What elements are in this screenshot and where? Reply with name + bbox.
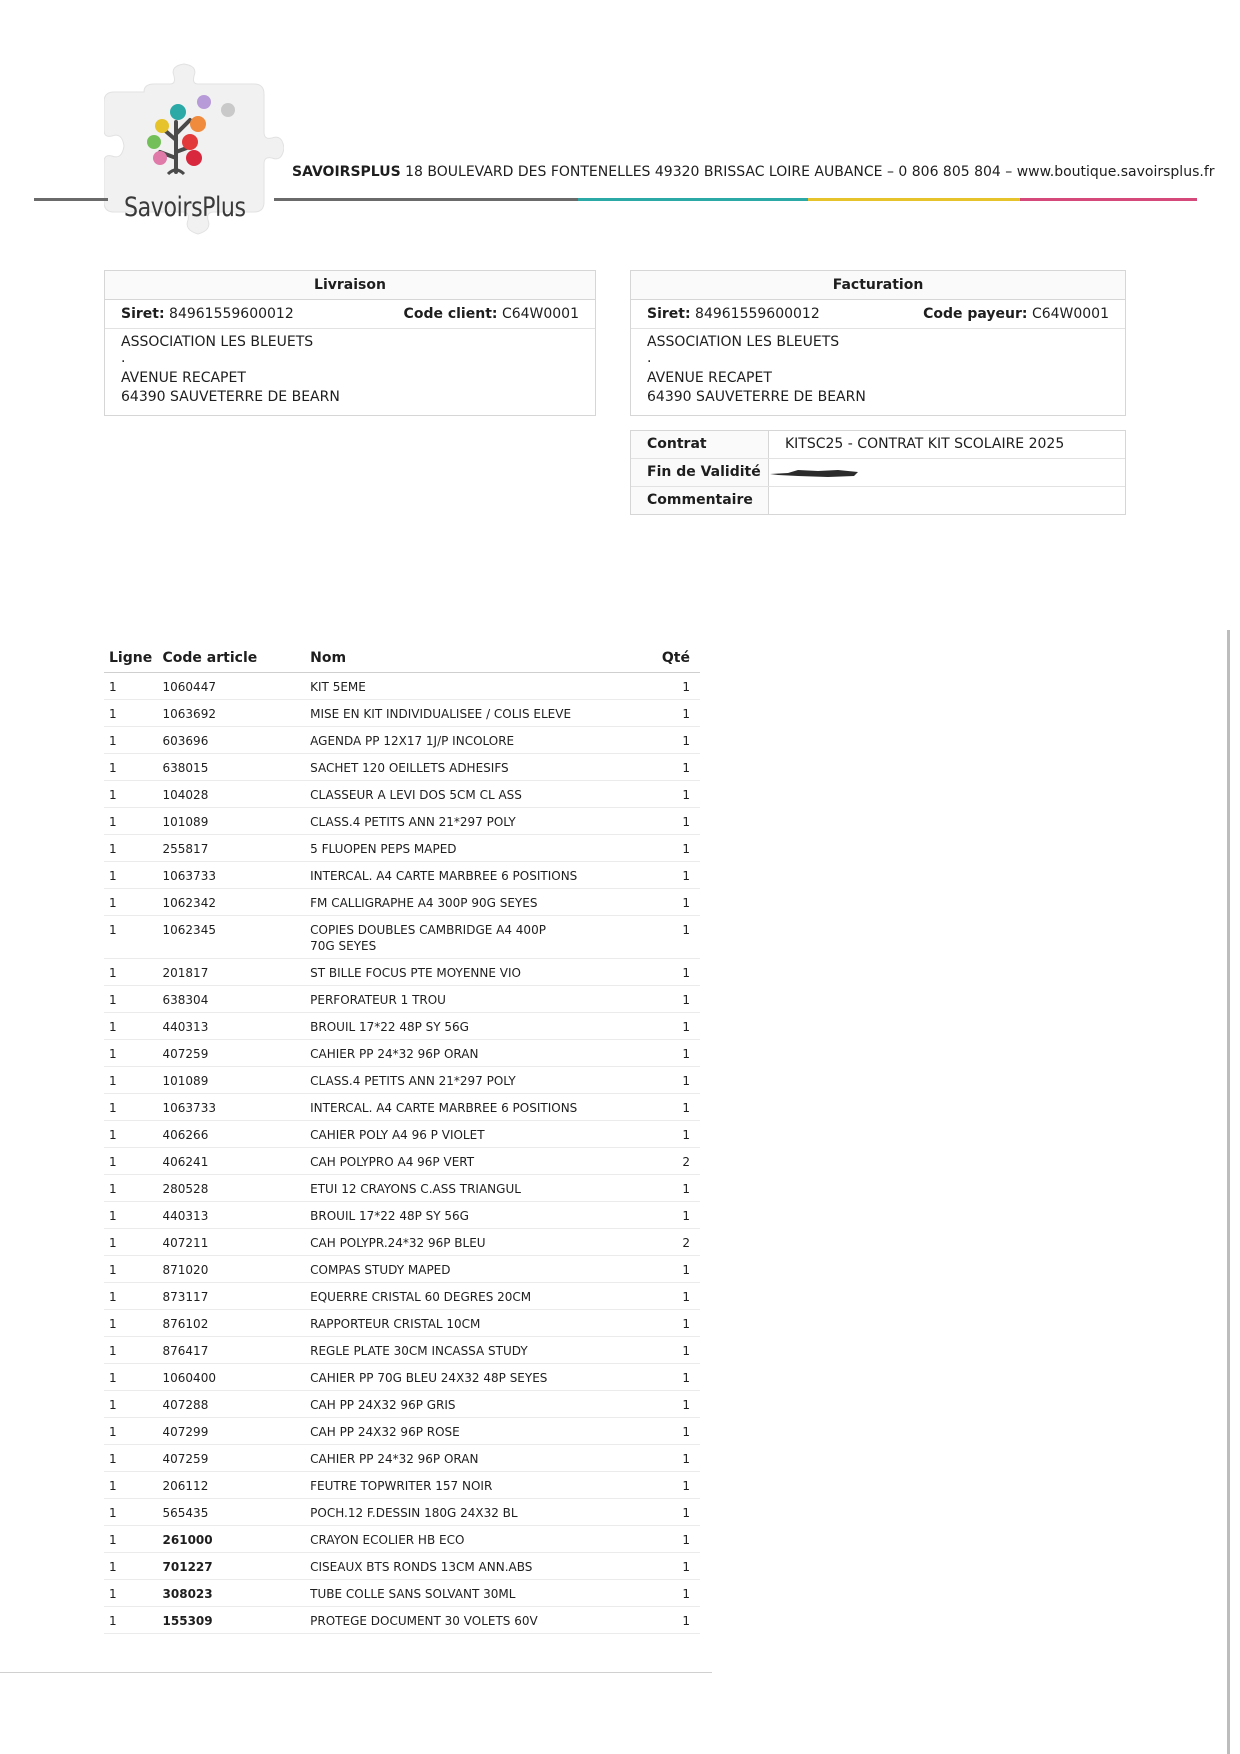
cell-ligne: 1 — [104, 1175, 163, 1202]
cell-code-article: 638304 — [163, 986, 311, 1013]
cell-code-article: 1063733 — [163, 862, 311, 889]
table-row — [104, 1337, 700, 1364]
table-row — [104, 1175, 700, 1202]
cell-qte: 1 — [631, 1553, 700, 1580]
company-header — [292, 164, 1215, 180]
cell-qte: 1 — [631, 889, 700, 916]
cell-nom: PERFORATEUR 1 TROU — [310, 986, 631, 1013]
cell-qte: 1 — [631, 1310, 700, 1337]
header-rule-gray-left — [34, 198, 108, 201]
cell-code-article: 155309 — [163, 1607, 311, 1634]
logo-wordmark: SavoirsPlus — [124, 192, 246, 223]
cell-ligne: 1 — [104, 1364, 163, 1391]
page-edge-shadow — [1227, 630, 1230, 1754]
cell-nom: MISE EN KIT INDIVIDUALISEE / COLIS ELEVE — [310, 700, 631, 727]
cell-ligne: 1 — [104, 1040, 163, 1067]
cell-nom: RAPPORTEUR CRISTAL 10CM — [310, 1310, 631, 1337]
cell-code-article: 407288 — [163, 1391, 311, 1418]
cell-code-article: 201817 — [163, 959, 311, 986]
livraison-code: C64W0001 — [501, 306, 579, 322]
cell-code-article: 876417 — [163, 1337, 311, 1364]
company-name: SAVOIRSPLUS — [292, 164, 401, 180]
table-row — [104, 1148, 700, 1175]
cell-code-article: 206112 — [163, 1472, 311, 1499]
company-address: 18 BOULEVARD DES FONTENELLES 49320 BRISSAC LOIRE AUBANCE – 0 806 805 804 – www.boutique.savoirsplus.fr — [405, 164, 1215, 180]
cell-code-article: 407299 — [163, 1418, 311, 1445]
contract-box — [630, 430, 1126, 515]
cell-nom: COMPAS STUDY MAPED — [310, 1256, 631, 1283]
cell-qte: 1 — [631, 1499, 700, 1526]
cell-ligne: 1 — [104, 1553, 163, 1580]
cell-ligne: 1 — [104, 727, 163, 754]
cell-ligne: 1 — [104, 1580, 163, 1607]
facturation-street: AVENUE RECAPET — [647, 370, 772, 386]
table-row — [104, 1013, 700, 1040]
table-row — [104, 1310, 700, 1337]
cell-ligne: 1 — [104, 1202, 163, 1229]
cell-nom: ETUI 12 CRAYONS C.ASS TRIANGUL — [310, 1175, 631, 1202]
cell-qte: 1 — [631, 1445, 700, 1472]
cell-nom: BROUIL 17*22 48P SY 56G — [310, 1202, 631, 1229]
cell-qte: 1 — [631, 1391, 700, 1418]
contract-row-contrat — [631, 431, 1125, 459]
cell-qte: 1 — [631, 1580, 700, 1607]
table-row — [104, 835, 700, 862]
validite-label: Fin de Validité — [631, 459, 769, 486]
cell-ligne: 1 — [104, 1607, 163, 1634]
cell-ligne: 1 — [104, 986, 163, 1013]
cell-ligne: 1 — [104, 1148, 163, 1175]
items-body — [104, 673, 700, 1634]
livraison-dot: . — [121, 350, 126, 366]
facturation-name: ASSOCIATION LES BLEUETS — [647, 334, 840, 350]
cell-nom: COPIES DOUBLES CAMBRIDGE A4 400P 70G SEYES — [310, 916, 631, 959]
cell-nom: AGENDA PP 12X17 1J/P INCOLORE — [310, 727, 631, 754]
cell-code-article: 407259 — [163, 1040, 311, 1067]
cell-qte: 1 — [631, 1256, 700, 1283]
cell-ligne: 1 — [104, 1526, 163, 1553]
cell-qte: 1 — [631, 1472, 700, 1499]
table-row — [104, 959, 700, 986]
livraison-city: 64390 SAUVETERRE DE BEARN — [121, 389, 340, 405]
cell-nom: CAHIER PP 24*32 96P ORAN — [310, 1040, 631, 1067]
cell-ligne: 1 — [104, 1418, 163, 1445]
cell-nom: CLASS.4 PETITS ANN 21*297 POLY — [310, 1067, 631, 1094]
cell-ligne: 1 — [104, 862, 163, 889]
table-row — [104, 862, 700, 889]
cell-nom: CAH POLYPR.24*32 96P BLEU — [310, 1229, 631, 1256]
table-row — [104, 1067, 700, 1094]
cell-qte: 1 — [631, 1283, 700, 1310]
cell-nom: TUBE COLLE SANS SOLVANT 30ML — [310, 1580, 631, 1607]
table-row — [104, 986, 700, 1013]
table-row — [104, 1202, 700, 1229]
facturation-code-label: Code payeur: — [923, 306, 1028, 322]
cell-code-article: 261000 — [163, 1526, 311, 1553]
facturation-siret: 84961559600012 — [695, 306, 820, 322]
cell-code-article: 255817 — [163, 835, 311, 862]
cell-ligne: 1 — [104, 1013, 163, 1040]
page-bottom-edge — [0, 1672, 712, 1673]
cell-code-article: 101089 — [163, 1067, 311, 1094]
table-row — [104, 754, 700, 781]
cell-code-article: 638015 — [163, 754, 311, 781]
cell-ligne: 1 — [104, 1337, 163, 1364]
cell-nom: CAHIER PP 24*32 96P ORAN — [310, 1445, 631, 1472]
facturation-code: C64W0001 — [1031, 306, 1109, 322]
table-row — [104, 889, 700, 916]
table-row — [104, 1364, 700, 1391]
cell-qte: 1 — [631, 754, 700, 781]
cell-code-article: 406241 — [163, 1148, 311, 1175]
cell-nom: PROTEGE DOCUMENT 30 VOLETS 60V — [310, 1607, 631, 1634]
facturation-dot: . — [647, 350, 652, 366]
cell-qte: 1 — [631, 959, 700, 986]
header-code-article: Code article — [163, 644, 311, 673]
cell-ligne: 1 — [104, 673, 163, 700]
cell-qte: 1 — [631, 1067, 700, 1094]
cell-ligne: 1 — [104, 1499, 163, 1526]
table-row — [104, 1229, 700, 1256]
table-row — [104, 1526, 700, 1553]
cell-nom: CAHIER POLY A4 96 P VIOLET — [310, 1121, 631, 1148]
cell-nom: INTERCAL. A4 CARTE MARBREE 6 POSITIONS — [310, 862, 631, 889]
cell-ligne: 1 — [104, 1445, 163, 1472]
cell-nom: REGLE PLATE 30CM INCASSA STUDY — [310, 1337, 631, 1364]
cell-code-article: 1063692 — [163, 700, 311, 727]
cell-qte: 1 — [631, 1526, 700, 1553]
header-rule-yellow — [808, 198, 1020, 201]
cell-qte: 1 — [631, 1013, 700, 1040]
table-row — [104, 808, 700, 835]
cell-code-article: 440313 — [163, 1202, 311, 1229]
cell-ligne: 1 — [104, 835, 163, 862]
cell-qte: 1 — [631, 781, 700, 808]
cell-nom: CAHIER PP 70G BLEU 24X32 48P SEYES — [310, 1364, 631, 1391]
cell-ligne: 1 — [104, 1283, 163, 1310]
cell-nom: CLASS.4 PETITS ANN 21*297 POLY — [310, 808, 631, 835]
facturation-city: 64390 SAUVETERRE DE BEARN — [647, 389, 866, 405]
table-row — [104, 1607, 700, 1634]
cell-code-article: 308023 — [163, 1580, 311, 1607]
table-row — [104, 673, 700, 700]
cell-qte: 1 — [631, 1094, 700, 1121]
cell-nom: EQUERRE CRISTAL 60 DEGRES 20CM — [310, 1283, 631, 1310]
cell-qte: 1 — [631, 808, 700, 835]
cell-nom: FM CALLIGRAPHE A4 300P 90G SEYES — [310, 889, 631, 916]
facturation-siret-label: Siret: — [647, 306, 691, 322]
table-row — [104, 1094, 700, 1121]
cell-ligne: 1 — [104, 916, 163, 959]
cell-nom: CRAYON ECOLIER HB ECO — [310, 1526, 631, 1553]
livraison-address — [105, 329, 595, 407]
cell-code-article: 1062345 — [163, 916, 311, 959]
table-row — [104, 1391, 700, 1418]
cell-qte: 1 — [631, 1121, 700, 1148]
cell-nom: SACHET 120 OEILLETS ADHESIFS — [310, 754, 631, 781]
cell-qte: 1 — [631, 1337, 700, 1364]
cell-ligne: 1 — [104, 1391, 163, 1418]
cell-ligne: 1 — [104, 889, 163, 916]
cell-code-article: 407211 — [163, 1229, 311, 1256]
cell-qte: 1 — [631, 1418, 700, 1445]
cell-qte: 1 — [631, 1040, 700, 1067]
livraison-siret: 84961559600012 — [169, 306, 294, 322]
header-rule-teal — [578, 198, 808, 201]
header-rule-pink — [1020, 198, 1197, 201]
cell-nom: CAH PP 24X32 96P ROSE — [310, 1418, 631, 1445]
table-row — [104, 916, 700, 959]
header-ligne: Ligne — [104, 644, 163, 673]
livraison-street: AVENUE RECAPET — [121, 370, 246, 386]
cell-code-article: 1062342 — [163, 889, 311, 916]
cell-code-article: 871020 — [163, 1256, 311, 1283]
cell-code-article: 406266 — [163, 1121, 311, 1148]
livraison-siret-label: Siret: — [121, 306, 165, 322]
cell-qte: 1 — [631, 986, 700, 1013]
redacted-date-scribble — [768, 467, 860, 479]
table-row — [104, 781, 700, 808]
table-row — [104, 1283, 700, 1310]
cell-ligne: 1 — [104, 1067, 163, 1094]
contrat-label: Contrat — [631, 431, 769, 458]
table-row — [104, 727, 700, 754]
table-row — [104, 1499, 700, 1526]
facturation-ids — [631, 300, 1125, 329]
cell-ligne: 1 — [104, 1229, 163, 1256]
cell-ligne: 1 — [104, 781, 163, 808]
cell-qte: 1 — [631, 727, 700, 754]
cell-nom: ST BILLE FOCUS PTE MOYENNE VIO — [310, 959, 631, 986]
cell-ligne: 1 — [104, 808, 163, 835]
livraison-name: ASSOCIATION LES BLEUETS — [121, 334, 314, 350]
cell-code-article: 701227 — [163, 1553, 311, 1580]
contract-row-commentaire — [631, 487, 1125, 514]
cell-nom: KIT 5EME — [310, 673, 631, 700]
cell-qte: 1 — [631, 700, 700, 727]
header-nom: Nom — [310, 644, 631, 673]
header-qte: Qté — [631, 644, 700, 673]
cell-ligne: 1 — [104, 1256, 163, 1283]
table-row — [104, 1418, 700, 1445]
table-row — [104, 1040, 700, 1067]
cell-code-article: 603696 — [163, 727, 311, 754]
cell-code-article: 1060447 — [163, 673, 311, 700]
cell-qte: 1 — [631, 916, 700, 959]
cell-ligne: 1 — [104, 1121, 163, 1148]
savoirsplus-logo — [104, 62, 284, 272]
cell-nom: CAH PP 24X32 96P GRIS — [310, 1391, 631, 1418]
cell-qte: 1 — [631, 1202, 700, 1229]
cell-qte: 1 — [631, 862, 700, 889]
cell-nom: FEUTRE TOPWRITER 157 NOIR — [310, 1472, 631, 1499]
header-rule-gray — [274, 198, 578, 201]
cell-qte: 1 — [631, 835, 700, 862]
livraison-ids — [105, 300, 595, 329]
cell-nom: CAH POLYPRO A4 96P VERT — [310, 1148, 631, 1175]
livraison-code-label: Code client: — [403, 306, 498, 322]
cell-qte: 2 — [631, 1148, 700, 1175]
cell-nom: CLASSEUR A LEVI DOS 5CM CL ASS — [310, 781, 631, 808]
cell-code-article: 876102 — [163, 1310, 311, 1337]
facturation-address — [631, 329, 1125, 407]
cell-ligne: 1 — [104, 700, 163, 727]
contract-row-validite — [631, 459, 1125, 487]
cell-code-article: 280528 — [163, 1175, 311, 1202]
cell-ligne: 1 — [104, 754, 163, 781]
cell-nom: POCH.12 F.DESSIN 180G 24X32 BL — [310, 1499, 631, 1526]
cell-ligne: 1 — [104, 959, 163, 986]
cell-code-article: 565435 — [163, 1499, 311, 1526]
cell-qte: 1 — [631, 1607, 700, 1634]
facturation-title: Facturation — [631, 271, 1125, 300]
livraison-title: Livraison — [105, 271, 595, 300]
facturation-box — [630, 270, 1126, 416]
cell-qte: 1 — [631, 673, 700, 700]
cell-code-article: 1063733 — [163, 1094, 311, 1121]
cell-ligne: 1 — [104, 1472, 163, 1499]
table-row — [104, 1553, 700, 1580]
cell-code-article: 407259 — [163, 1445, 311, 1472]
commentaire-label: Commentaire — [631, 487, 769, 514]
cell-code-article: 1060400 — [163, 1364, 311, 1391]
table-row — [104, 1472, 700, 1499]
cell-code-article: 873117 — [163, 1283, 311, 1310]
table-row — [104, 1256, 700, 1283]
cell-nom: INTERCAL. A4 CARTE MARBREE 6 POSITIONS — [310, 1094, 631, 1121]
table-row — [104, 1445, 700, 1472]
cell-qte: 2 — [631, 1229, 700, 1256]
table-row — [104, 700, 700, 727]
cell-ligne: 1 — [104, 1310, 163, 1337]
cell-nom: 5 FLUOPEN PEPS MAPED — [310, 835, 631, 862]
cell-nom: CISEAUX BTS RONDS 13CM ANN.ABS — [310, 1553, 631, 1580]
cell-code-article: 104028 — [163, 781, 311, 808]
cell-qte: 1 — [631, 1175, 700, 1202]
table-header-row — [104, 644, 700, 673]
cell-nom: BROUIL 17*22 48P SY 56G — [310, 1013, 631, 1040]
cell-code-article: 440313 — [163, 1013, 311, 1040]
cell-qte: 1 — [631, 1364, 700, 1391]
items-table — [104, 644, 700, 1634]
contrat-value: KITSC25 - CONTRAT KIT SCOLAIRE 2025 — [785, 436, 1065, 452]
cell-code-article: 101089 — [163, 808, 311, 835]
cell-ligne: 1 — [104, 1094, 163, 1121]
table-row — [104, 1580, 700, 1607]
table-row — [104, 1121, 700, 1148]
livraison-box — [104, 270, 596, 416]
